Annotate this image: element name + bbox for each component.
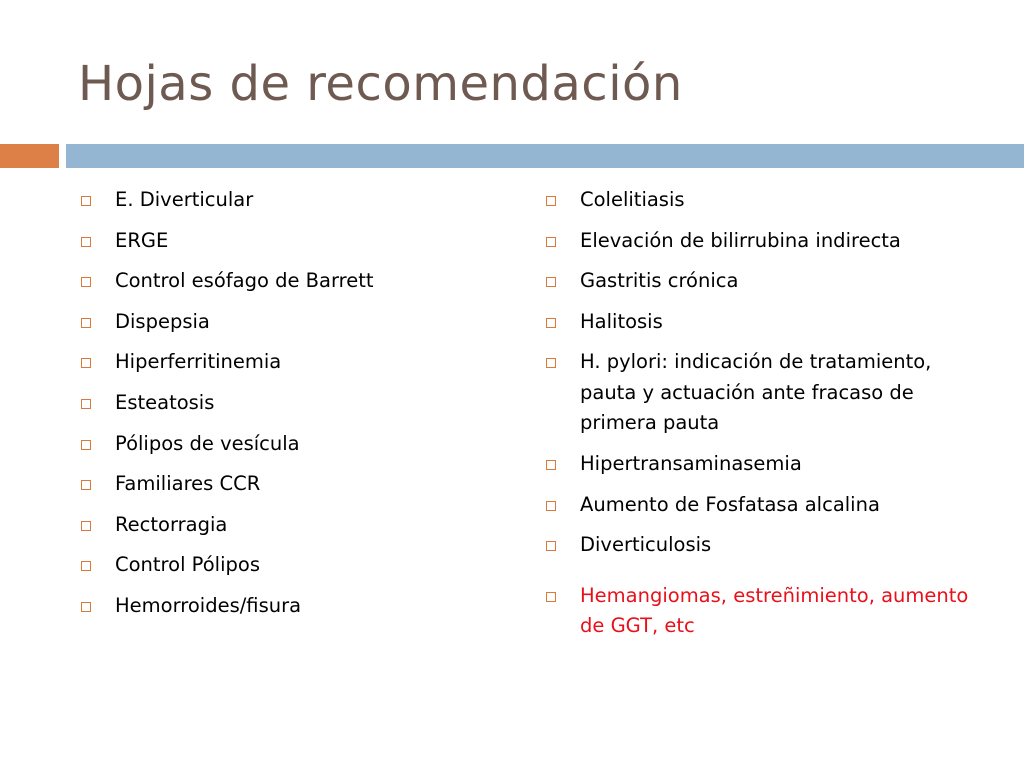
square-bullet-icon: [81, 277, 91, 287]
square-bullet-icon: [81, 196, 91, 206]
square-bullet-icon: [81, 318, 91, 328]
list-item: [543, 307, 983, 338]
list-item-text: Hemorroides/fisura: [115, 593, 302, 617]
list-item: [543, 449, 983, 480]
list-item-text: H. pylori: indicación de tratamiento, pauta y actuación ante fracaso de primera pauta: [580, 350, 932, 435]
list-item: [78, 307, 498, 338]
list-item: [78, 185, 498, 216]
square-bullet-icon: [81, 521, 91, 531]
square-bullet-icon: [546, 592, 556, 602]
orange-accent-bar: [0, 144, 59, 168]
square-bullet-icon: [546, 237, 556, 247]
list-item-text: Elevación de bilirrubina indirecta: [580, 228, 901, 252]
square-bullet-icon: [81, 440, 91, 450]
square-bullet-icon: [546, 277, 556, 287]
square-bullet-icon: [81, 399, 91, 409]
list-item: [78, 347, 498, 378]
list-item: [543, 490, 983, 521]
list-item-text: Control esófago de Barrett: [115, 269, 374, 293]
list-item: [78, 429, 498, 460]
list-item: [543, 185, 983, 216]
list-item-text: Halitosis: [580, 309, 663, 333]
list-item-text: E. Diverticular: [115, 188, 254, 211]
highlighted-list-item: [543, 581, 983, 642]
list-item: [78, 550, 498, 581]
list-item: [543, 266, 983, 297]
list-item-text: Colelitiasis: [580, 188, 685, 211]
right-bullet-list: [543, 185, 983, 652]
blue-accent-bar: [66, 144, 1024, 168]
square-bullet-icon: [546, 460, 556, 470]
list-item-text: ERGE: [115, 228, 169, 252]
list-item: [78, 226, 498, 257]
list-item-text: Control Pólipos: [115, 553, 260, 577]
list-item: [543, 530, 983, 561]
list-item: [543, 226, 983, 257]
square-bullet-icon: [81, 602, 91, 612]
list-item-text: Hipertransaminasemia: [580, 451, 802, 475]
list-item-text: Aumento de Fosfatasa alcalina: [580, 492, 880, 516]
left-bullet-list: [78, 185, 498, 632]
list-item-text: Rectorragia: [115, 512, 228, 536]
list-item: [78, 510, 498, 541]
list-item-text: Dispepsia: [115, 309, 210, 333]
square-bullet-icon: [81, 358, 91, 368]
square-bullet-icon: [546, 541, 556, 551]
list-item-text: Gastritis crónica: [580, 269, 739, 293]
list-item: [78, 266, 498, 297]
list-item-text: Diverticulosis: [580, 533, 712, 557]
square-bullet-icon: [81, 480, 91, 490]
slide-title: Hojas de recomendación: [78, 56, 683, 112]
list-item: [543, 347, 983, 439]
list-item-text: Hiperferritinemia: [115, 350, 282, 374]
list-item-text: Esteatosis: [115, 390, 215, 414]
list-item: [78, 388, 498, 419]
square-bullet-icon: [546, 318, 556, 328]
list-item-text: Pólipos de vesícula: [115, 431, 300, 455]
square-bullet-icon: [546, 196, 556, 206]
square-bullet-icon: [81, 561, 91, 571]
list-item: [78, 469, 498, 500]
square-bullet-icon: [546, 501, 556, 511]
list-item-text: Hemangiomas, estreñimiento, aumento de GGT, etc: [580, 583, 969, 638]
square-bullet-icon: [81, 237, 91, 247]
list-item: [78, 591, 498, 622]
square-bullet-icon: [546, 358, 556, 368]
list-item-text: Familiares CCR: [115, 472, 261, 496]
